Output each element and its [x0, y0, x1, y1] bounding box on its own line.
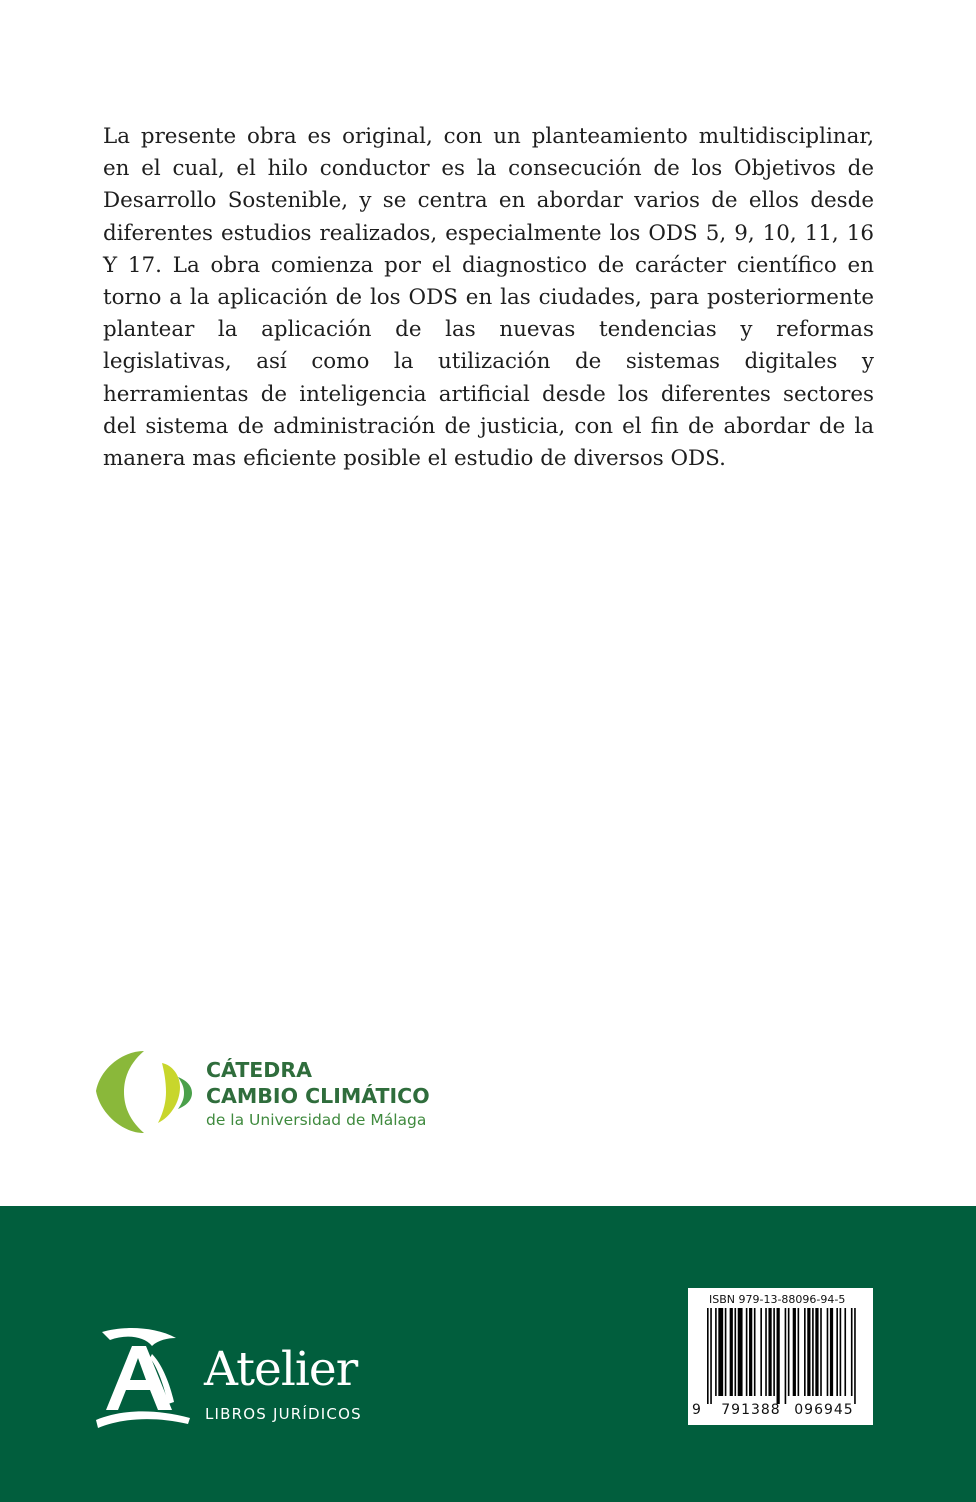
barcode-bar: [827, 1308, 829, 1396]
barcode-bar: [836, 1308, 838, 1396]
barcode-bar: [788, 1308, 790, 1396]
barcode-bar: [840, 1308, 842, 1396]
barcode-bars: [707, 1308, 859, 1404]
barcode-bar: [707, 1308, 709, 1404]
barcode-bar: [785, 1308, 787, 1404]
isbn-label: ISBN 979-13-88096-94-5: [709, 1293, 846, 1306]
barcode-bar: [851, 1308, 853, 1396]
barcode-bar: [807, 1308, 810, 1396]
ean-lead-digit: 9: [692, 1402, 701, 1418]
barcode-bar: [768, 1308, 771, 1396]
back-cover-description: La presente obra es original, con un planteamiento multidisciplinar, en el cual, el hilo conductor es la consecución de los Objetivos de Desarrollo Sostenible, y se centra en abordar varios de ellos desde diferentes estudios realizados, especialmente los ODS 5, 9, 10, 11, 16 Y 17. La obra comienza por el diagnostico de carácter científico en torno a la aplicación de los ODS en las ciudades, para posteriormente plantear la aplicación de las nuevas tendencias y reformas legislativas, así como la utilización de sistemas digitales y herramientas de inteligencia artificial desde los diferentes sectores del sistema de administración de justicia, con el fin de abordar de la manera mas eficiente posible el estudio de diversos ODS.: [103, 124, 874, 472]
barcode-bar: [730, 1308, 733, 1396]
barcode-bar: [815, 1308, 818, 1396]
barcode-bar: [734, 1308, 736, 1396]
barcode-bar: [798, 1308, 800, 1396]
publisher-name: Atelier: [204, 1342, 358, 1397]
catedra-university: de la Universidad de Málaga: [206, 1111, 427, 1129]
catedra-title: CÁTEDRA: [206, 1058, 312, 1082]
barcode-bar: [715, 1308, 717, 1396]
catedra-subtitle: CAMBIO CLIMÁTICO: [206, 1084, 430, 1108]
barcode-bar: [746, 1308, 748, 1396]
barcode-bar: [725, 1308, 727, 1396]
atelier-a-logo-icon: [92, 1324, 194, 1432]
barcode-bar: [793, 1308, 796, 1396]
barcode-bar: [844, 1308, 846, 1396]
barcode-bar: [710, 1308, 712, 1404]
catedra-leaf-logo-icon: [94, 1047, 194, 1137]
barcode-bar: [812, 1308, 814, 1396]
atelier-publisher-logo: [92, 1324, 392, 1434]
barcode-bar: [773, 1308, 775, 1396]
ean-digit-group-left: 791388: [721, 1402, 781, 1418]
catedra-cambio-climatico-logo: [94, 1047, 454, 1139]
publisher-footer-band: [0, 1206, 976, 1502]
isbn-barcode: [688, 1288, 873, 1425]
barcode-bar: [854, 1308, 856, 1404]
barcode-bar: [830, 1308, 833, 1396]
barcode-bar: [765, 1308, 767, 1396]
barcode-bar: [777, 1308, 780, 1404]
ean-digit-group-right: 096945: [794, 1402, 854, 1418]
barcode-bar: [718, 1308, 723, 1396]
barcode-bar: [804, 1308, 806, 1396]
barcode-bar: [820, 1308, 822, 1396]
publisher-subtitle: LIBROS JURÍDICOS: [205, 1405, 362, 1423]
barcode-bar: [754, 1308, 756, 1396]
barcode-bar: [738, 1308, 743, 1396]
barcode-bar: [749, 1308, 752, 1396]
barcode-bar: [760, 1308, 762, 1396]
